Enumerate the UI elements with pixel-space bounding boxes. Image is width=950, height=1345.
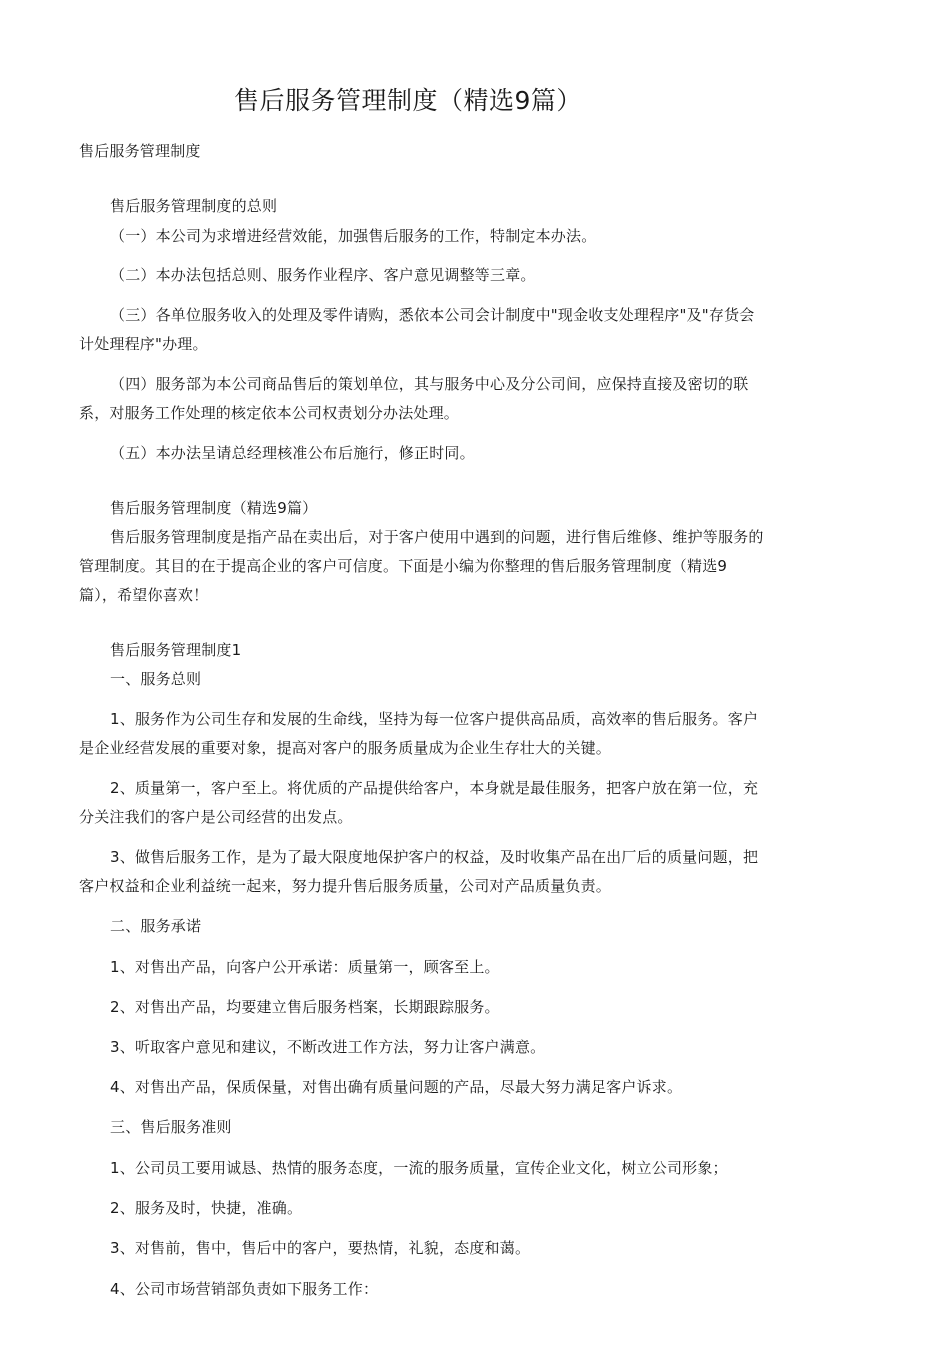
section-1-heading: 一、服务总则	[110, 670, 202, 688]
section-1-para-1-line-2: 是企业经营发展的重要对象，提高对客户的服务质量成为企业生存壮大的关键。	[79, 739, 612, 757]
section-3-heading: 三、售后服务准则	[110, 1118, 232, 1136]
document-subtitle: 售后服务管理制度	[79, 142, 201, 160]
intro-line-2: 管理制度。其目的在于提高企业的客户可信度。下面是小编为你整理的售后服务管理制度（精选9	[79, 557, 728, 575]
section-3-para-4: 4、公司市场营销部负责如下服务工作：	[110, 1280, 379, 1298]
section-1-para-1-line-1: 1、服务作为公司生存和发展的生命线，坚持为每一位客户提供高品质，高效率的售后服务。客户	[110, 710, 759, 728]
general-rules-item-3-line-1: （三）各单位服务收入的处理及零件请购，悉依本公司会计制度中"现金收支处理程序"及"存货会	[110, 306, 755, 324]
section-3-para-3: 3、对售前，售中，售后中的客户，要热情，礼貌，态度和蔼。	[110, 1239, 531, 1257]
section-2-para-2: 2、对售出产品，均要建立售后服务档案，长期跟踪服务。	[110, 998, 500, 1016]
section-1-para-3-line-2: 客户权益和企业利益统一起来，努力提升售后服务质量，公司对产品质量负责。	[79, 877, 612, 895]
part1-heading: 售后服务管理制度1	[110, 641, 242, 659]
general-rules-item-1: （一）本公司为求增进经营效能，加强售后服务的工作，特制定本办法。	[110, 227, 597, 245]
intro-line-1: 售后服务管理制度是指产品在卖出后，对于客户使用中遇到的问题，进行售后维修、维护等服务的	[110, 528, 764, 546]
section-1-para-3-line-1: 3、做售后服务工作，是为了最大限度地保护客户的权益，及时收集产品在出厂后的质量问题，把	[110, 848, 759, 866]
general-rules-item-4-line-2: 系，对服务工作处理的核定依本公司权责划分办法处理。	[79, 404, 460, 422]
general-rules-item-4-line-1: （四）服务部为本公司商品售后的策划单位，其与服务中心及分公司间，应保持直接及密切的联	[110, 375, 749, 393]
intro-heading: 售后服务管理制度（精选9篇）	[110, 499, 318, 517]
general-rules-heading: 售后服务管理制度的总则	[110, 197, 278, 215]
section-1-para-2-line-2: 分关注我们的客户是公司经营的出发点。	[79, 808, 353, 826]
general-rules-item-3-line-2: 计处理程序"办理。	[79, 335, 208, 353]
section-2-para-3: 3、听取客户意见和建议，不断改进工作方法，努力让客户满意。	[110, 1038, 546, 1056]
intro-line-3: 篇），希望你喜欢！	[79, 586, 209, 604]
section-2-para-4: 4、对售出产品，保质保量，对售出确有质量问题的产品，尽最大努力满足客户诉求。	[110, 1078, 683, 1096]
section-2-heading: 二、服务承诺	[110, 917, 202, 935]
section-1-para-2-line-1: 2、质量第一，客户至上。将优质的产品提供给客户，本身就是最佳服务，把客户放在第一位，充	[110, 779, 759, 797]
section-3-para-2: 2、服务及时，快捷，准确。	[110, 1199, 303, 1217]
document-title: 售后服务管理制度（精选9篇）	[234, 86, 582, 115]
general-rules-item-2: （二）本办法包括总则、服务作业程序、客户意见调整等三章。	[110, 266, 536, 284]
general-rules-item-5: （五）本办法呈请总经理核准公布后施行，修正时同。	[110, 444, 475, 462]
section-3-para-1: 1、公司员工要用诚恳、热情的服务态度，一流的服务质量，宣传企业文化，树立公司形象；	[110, 1159, 728, 1177]
section-2-para-1: 1、对售出产品，向客户公开承诺：质量第一，顾客至上。	[110, 958, 500, 976]
